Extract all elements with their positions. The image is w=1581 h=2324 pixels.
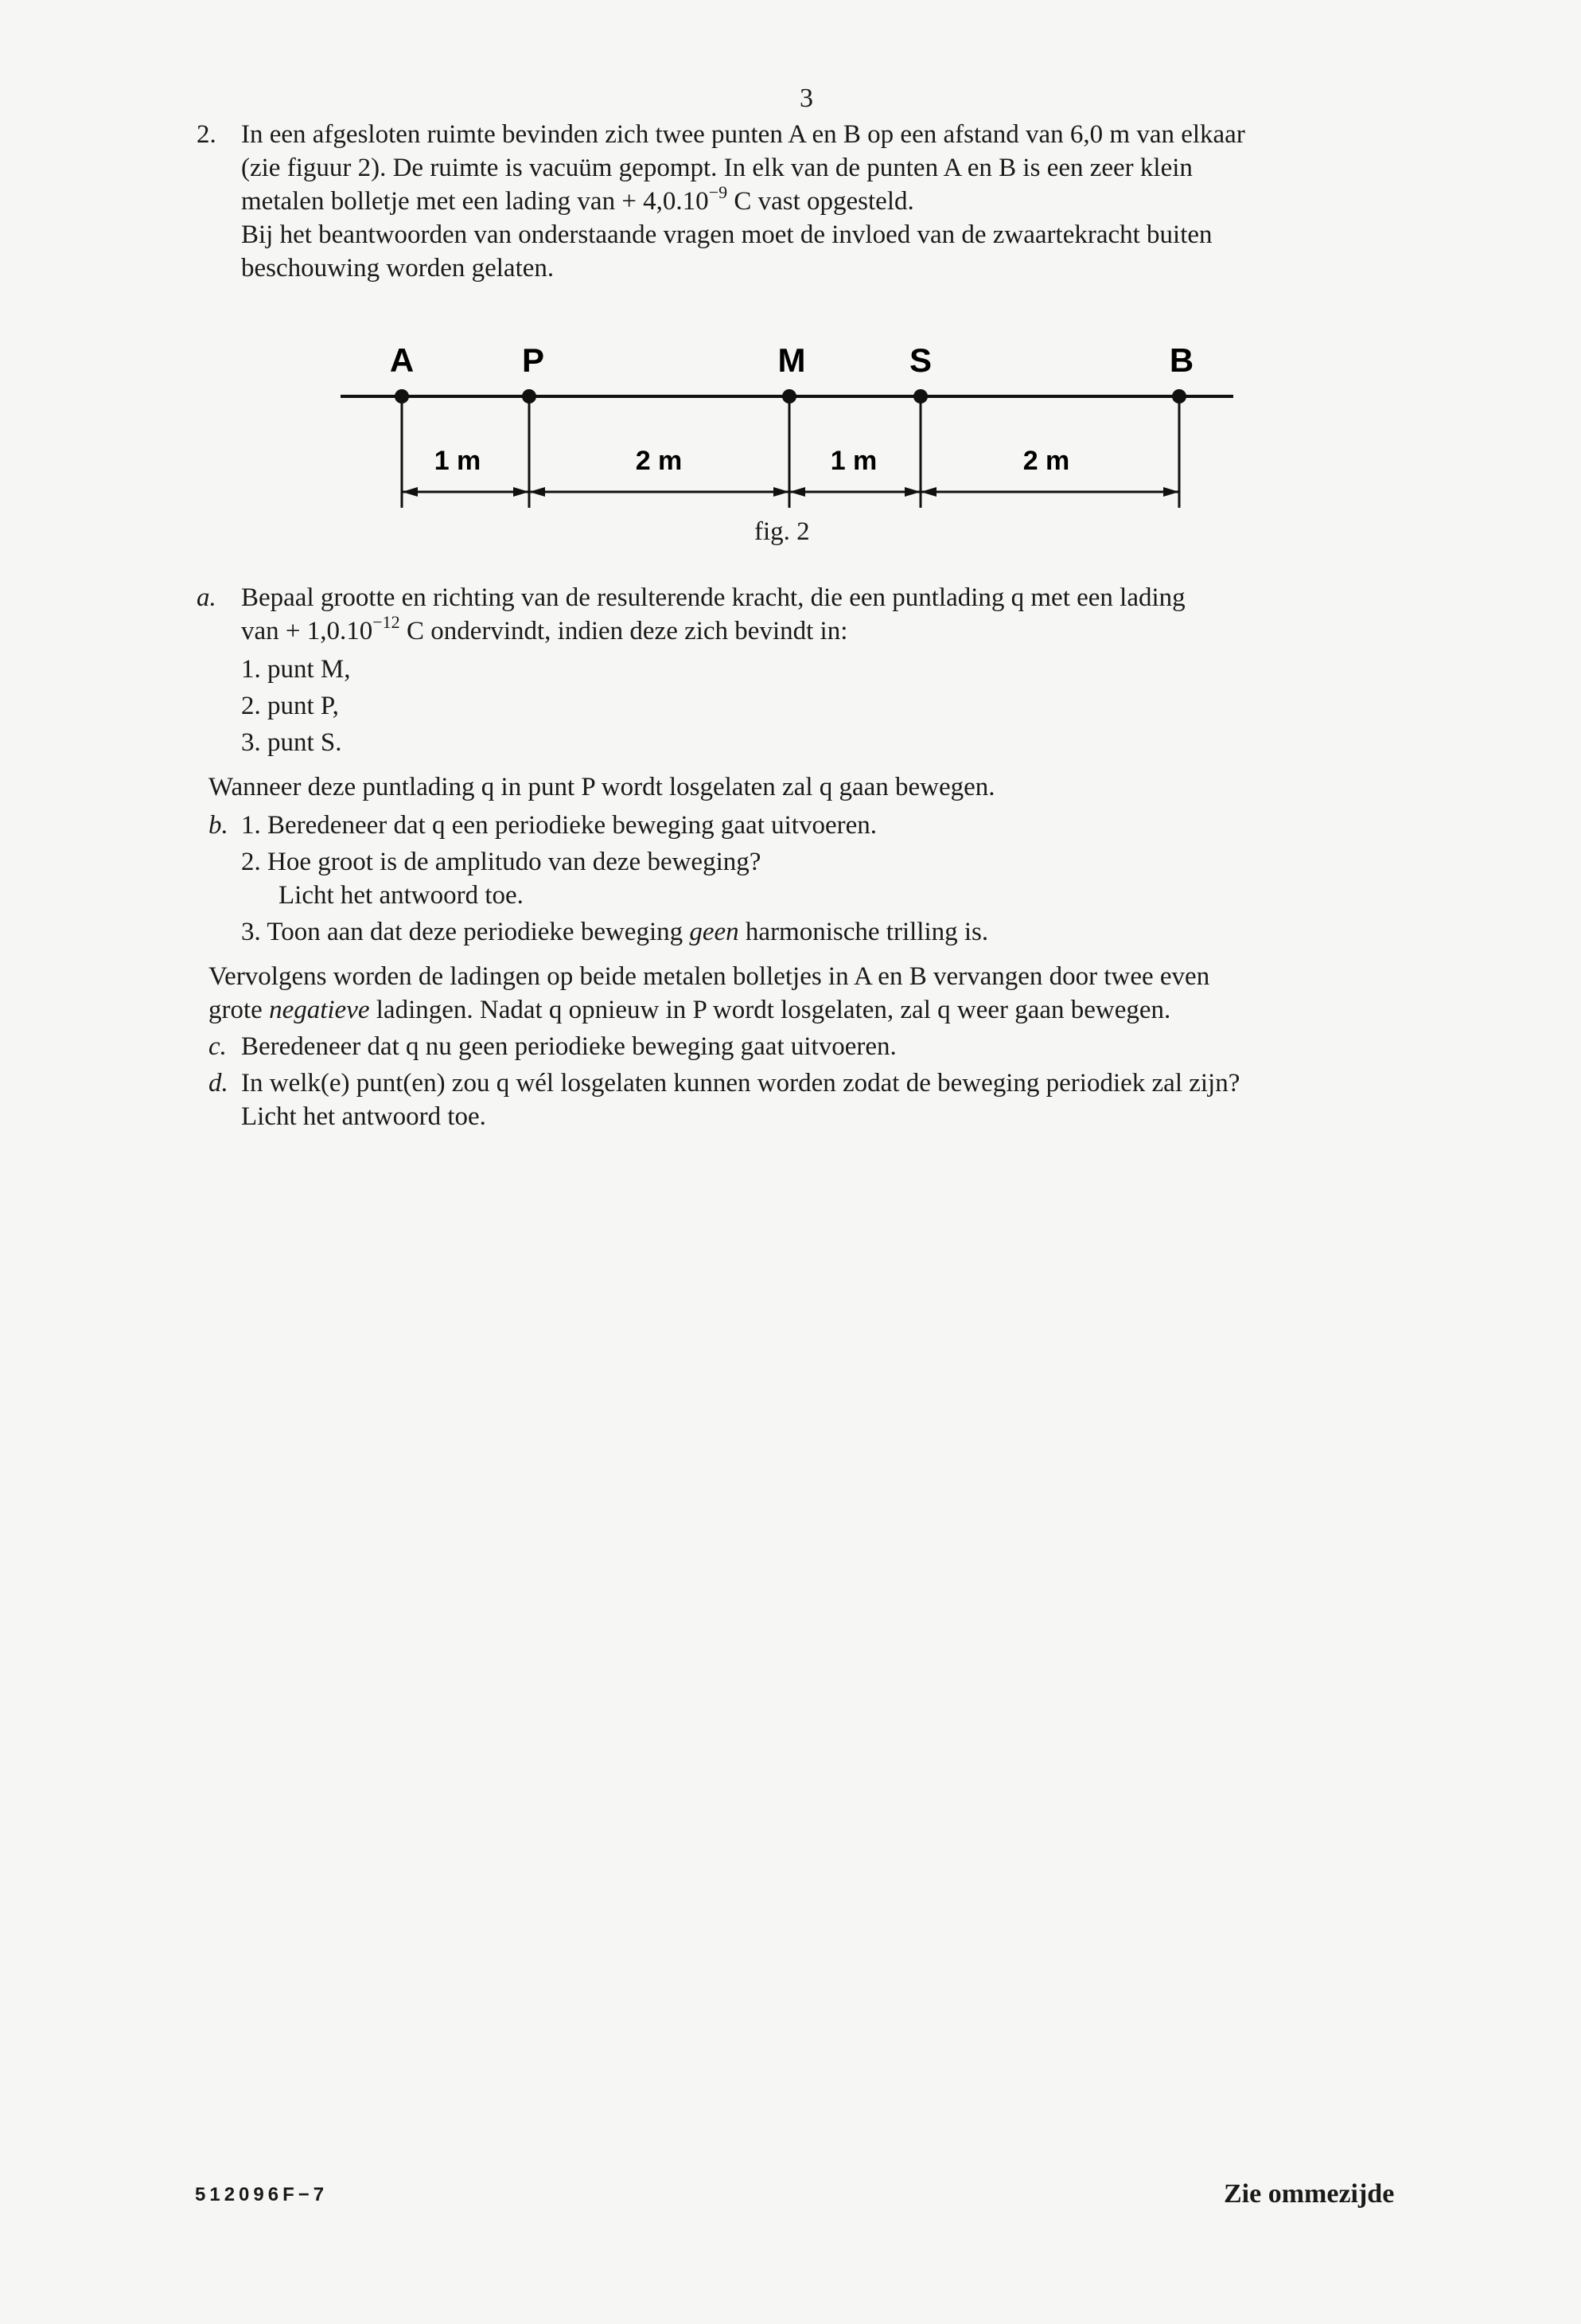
question-b-item-1: 1. Beredeneer dat q een periodieke beweging gaat uitvoeren. [241, 811, 877, 840]
distance-ap: 1 m [434, 446, 481, 476]
point-b-dot [1172, 389, 1186, 404]
intro-c-line-2: grote negatieve ladingen. Nadat q opnieuw in P wordt losgelaten, zal q weer gaan bewegen. [208, 996, 1171, 1024]
question-b-item-2-note: Licht het antwoord toe. [278, 881, 524, 910]
point-m-dot [782, 389, 796, 404]
distance-sb: 2 m [1022, 446, 1070, 476]
label-point-p: P [521, 341, 545, 379]
point-a-dot [395, 389, 409, 404]
intro-line-4: Bij het beantwoorden van onderstaande vragen moet de invloed van de zwaartekracht buiten [241, 220, 1213, 249]
intro-line-1: In een afgesloten ruimte bevinden zich twee punten A en B op een afstand van 6,0 m van elkaar [241, 120, 1245, 149]
question-c-text: Beredeneer dat q nu geen periodieke beweging gaat uitvoeren. [241, 1032, 897, 1061]
point-s-dot [913, 389, 928, 404]
question-b-item-3: 3. Toon aan dat deze periodieke beweging geen harmonische trilling is. [241, 918, 989, 946]
intro-line-2: (zie figuur 2). De ruimte is vacuüm gepompt. In elk van de punten A en B is een zeer klein [241, 154, 1193, 182]
exponent: −9 [708, 182, 728, 202]
figure-2-diagram [318, 334, 1257, 541]
intro-b: Wanneer deze puntlading q in punt P wordt losgelaten zal q gaan bewegen. [208, 773, 995, 801]
question-b-label: b. [208, 811, 228, 840]
label-point-s: S [909, 341, 933, 379]
intro-line-3: metalen bolletje met een lading van + $4,0.10^{-9}$ C vast opgesteld. [241, 182, 914, 216]
intro-line-5: beschouwing worden gelaten. [241, 254, 555, 283]
question-b-item-2: 2. Hoe groot is de amplitudo van deze beweging? [241, 848, 761, 876]
distance-ms: 1 m [830, 446, 878, 476]
question-a-item-1: 1. punt M, [241, 655, 351, 684]
exponent: −12 [372, 612, 400, 632]
point-p-dot [522, 389, 536, 404]
question-a-line-1: Bepaal grootte en richting van de resulterende kracht, die een puntlading q met een lading [241, 583, 1186, 612]
distance-pm: 2 m [635, 446, 683, 476]
question-c-label: c. [208, 1032, 227, 1061]
question-number: 2. [197, 120, 216, 149]
question-d-label: d. [208, 1069, 228, 1098]
label-point-m: M [777, 341, 806, 379]
label-point-a: A [389, 341, 415, 379]
footer-code: 512096F−7 [195, 2184, 329, 2205]
label-point-b: B [1169, 341, 1194, 379]
question-a-item-2: 2. punt P, [241, 692, 339, 720]
footer-turn-page: Zie ommezijde [1224, 2179, 1395, 2209]
question-d-line-2: Licht het antwoord toe. [241, 1102, 486, 1131]
intro-c-line-1: Vervolgens worden de ladingen op beide metalen bolletjes in A en B vervangen door twee even [208, 962, 1210, 991]
figure-caption: fig. 2 [754, 517, 810, 546]
question-a-label: a. [197, 583, 216, 612]
page-number: 3 [800, 84, 813, 113]
question-d-line-1: In welk(e) punt(en) zou q wél losgelaten kunnen worden zodat de beweging periodiek zal zijn? [241, 1069, 1240, 1098]
question-a-item-3: 3. punt S. [241, 728, 342, 757]
question-a-line-2: van + $1,0.10^{-12}$ C ondervindt, indien deze zich bevindt in: [241, 612, 848, 645]
